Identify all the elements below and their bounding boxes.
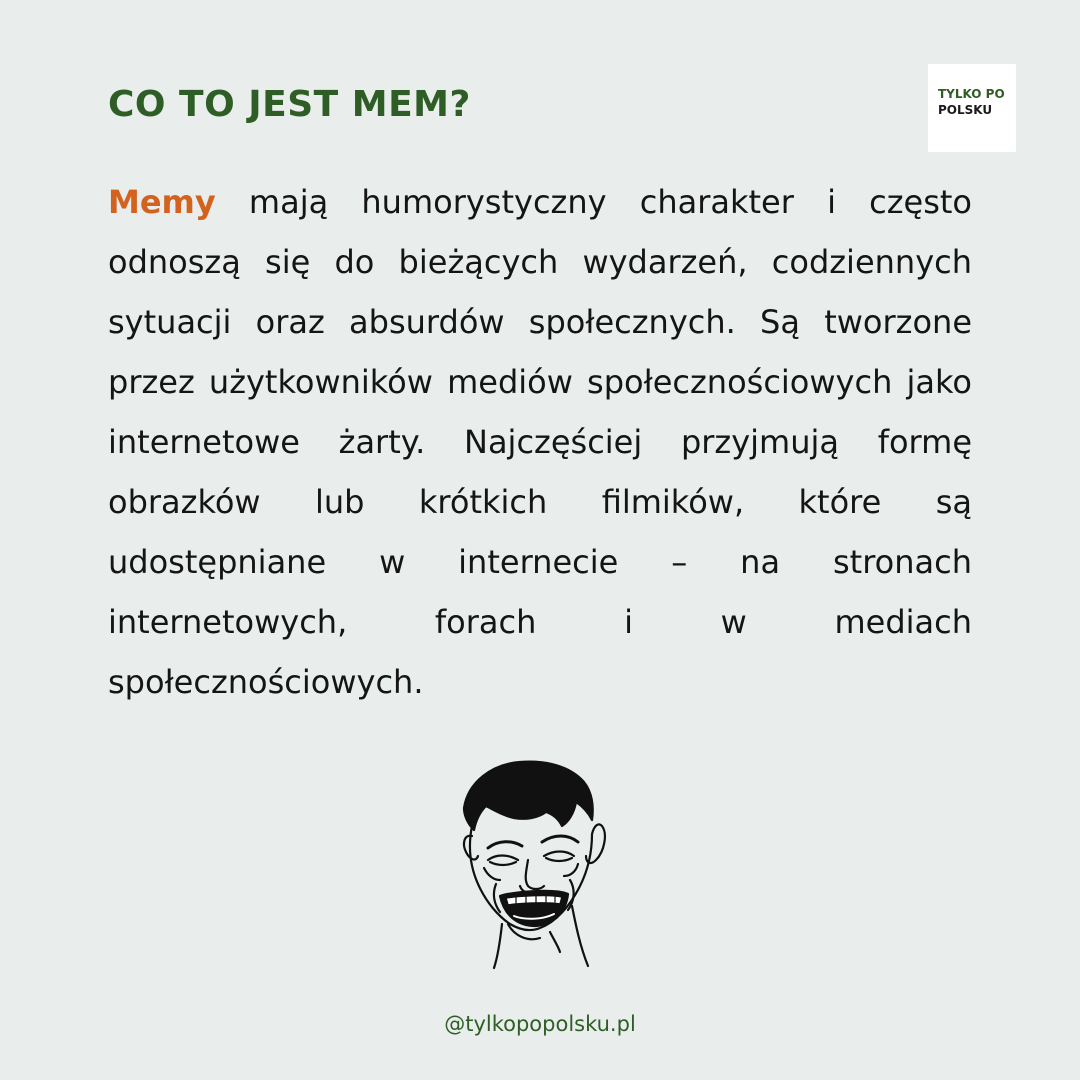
logo-line-2: POLSKU (938, 103, 993, 117)
body-paragraph (108, 172, 972, 712)
logo-line-1: TYLKO PO (938, 87, 1005, 101)
body-text: mają humorystyczny charakter i często odnoszą się do bieżących wydarzeń, codziennych sytuacji oraz absurdów społecznych. Są tworzone przez użytkowników mediów społecznościowych jako internetowe żarty. Najczęściej przyjmują formę obrazków lub krótkich filmików, które są udostępniane w internecie – na stronach internetowych, forach i w mediach społecznościowych. (108, 183, 972, 701)
highlight-word: Memy (108, 183, 216, 221)
page-title: CO TO JEST MEM? (108, 84, 471, 125)
laughing-meme-face-icon (458, 756, 622, 970)
brand-logo (928, 64, 1016, 152)
social-handle: @tylkopopolsku.pl (444, 1012, 636, 1036)
